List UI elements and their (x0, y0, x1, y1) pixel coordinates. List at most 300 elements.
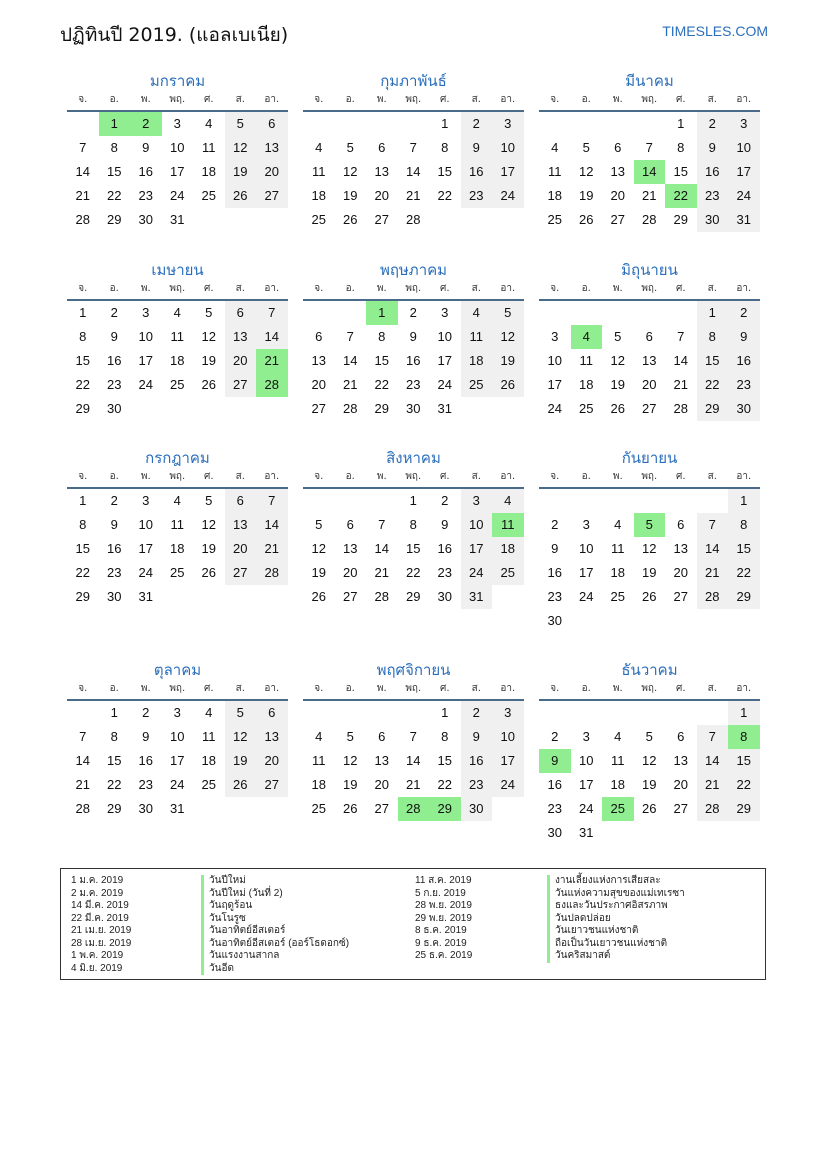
day-cell: 26 (579, 212, 594, 227)
weekday-header (67, 681, 288, 701)
day-cell: 15 (406, 541, 421, 556)
day-cell: 6 (346, 517, 354, 532)
weekday-label: อ. (581, 94, 591, 105)
month-calendar (303, 659, 524, 821)
day-cell: 20 (256, 749, 288, 773)
day-cell: 20 (374, 188, 389, 203)
day-cell: 9 (409, 329, 417, 344)
day-cell: 28 (673, 401, 688, 416)
day-cell: 3 (173, 116, 181, 131)
day-cell: 2 (697, 112, 729, 136)
day-cell: 8 (79, 517, 87, 532)
legend-holiday-date: 2 ม.ค. 2019 (71, 887, 124, 899)
weekday-label: ศ. (439, 283, 450, 294)
day-cell: 24 (170, 777, 185, 792)
day-cell: 1 (79, 305, 87, 320)
day-cell: 5 (492, 301, 524, 325)
day-cell: 16 (461, 749, 493, 773)
empty-cell (697, 821, 729, 845)
day-cell: 3 (728, 112, 760, 136)
holiday-day-cell: 28 (256, 373, 288, 397)
day-cell: 27 (311, 401, 326, 416)
day-cell: 30 (138, 212, 153, 227)
legend-holiday-date: 21 เม.ย. 2019 (71, 925, 132, 936)
empty-cell (602, 609, 634, 633)
empty-cell (193, 585, 225, 609)
week-row (539, 725, 760, 749)
legend-holiday-date: 28 เม.ย. 2019 (71, 937, 132, 949)
day-cell: 7 (256, 489, 288, 513)
day-cell: 1 (677, 116, 685, 131)
day-cell: 3 (461, 489, 493, 513)
day-cell: 18 (547, 188, 562, 203)
day-cell: 21 (374, 565, 389, 580)
day-cell: 27 (374, 801, 389, 816)
day-cell: 2 (409, 305, 417, 320)
weekday-header (539, 681, 760, 701)
month-name: ตุลาคม (153, 661, 202, 679)
weekday-label: อ. (109, 94, 119, 105)
day-cell: 9 (461, 725, 493, 749)
week-row (67, 349, 288, 373)
day-cell: 28 (343, 401, 358, 416)
day-cell: 1 (441, 705, 449, 720)
weekday-header (303, 469, 524, 489)
empty-cell (665, 301, 697, 325)
day-cell: 28 (75, 212, 90, 227)
empty-cell (539, 301, 571, 325)
day-cell: 10 (579, 541, 594, 556)
day-cell: 29 (75, 401, 90, 416)
legend-holiday-date: 1 พ.ค. 2019 (71, 950, 124, 961)
day-cell: 20 (343, 565, 358, 580)
legend-holiday-date: 28 พ.ย. 2019 (415, 900, 472, 911)
weekday-label: ส. (471, 283, 481, 294)
day-cell: 19 (201, 353, 216, 368)
weekday-label: อา. (736, 94, 752, 105)
weekday-label: พฤ. (641, 283, 658, 294)
weekday-label: พ. (140, 94, 151, 105)
day-cell: 18 (311, 188, 326, 203)
empty-cell (602, 489, 634, 513)
legend-holiday-date: 9 ธ.ค. 2019 (415, 937, 467, 949)
day-cell: 16 (138, 164, 153, 179)
holiday-day-cell: 1 (366, 301, 398, 325)
empty-cell (665, 489, 697, 513)
weekday-label: อ. (345, 683, 355, 694)
day-cell: 10 (437, 329, 452, 344)
day-cell: 22 (406, 565, 421, 580)
weekday-label: จ. (314, 683, 324, 694)
day-cell: 13 (374, 164, 389, 179)
empty-cell (162, 397, 194, 421)
weekday-label: อ. (581, 471, 591, 482)
day-cell: 15 (107, 164, 122, 179)
day-cell: 15 (75, 353, 90, 368)
day-cell: 26 (225, 773, 257, 797)
weekday-label: ส. (235, 471, 245, 482)
weekday-label: ศ. (675, 471, 686, 482)
day-cell: 23 (728, 373, 760, 397)
day-cell: 26 (642, 801, 657, 816)
weekday-label: พ. (612, 94, 623, 105)
empty-cell (193, 797, 225, 821)
month-calendar (67, 447, 288, 609)
week-row (539, 208, 760, 232)
week-row (67, 136, 288, 160)
empty-cell (728, 609, 760, 633)
day-cell: 22 (75, 377, 90, 392)
week-row (303, 489, 524, 513)
day-cell: 14 (343, 353, 358, 368)
day-cell: 15 (437, 753, 452, 768)
day-cell: 14 (256, 325, 288, 349)
day-cell: 17 (170, 164, 185, 179)
day-cell: 6 (256, 701, 288, 725)
page-title: ปฏิทินปี 2019. (แอลเบเนีย) (60, 24, 289, 46)
weekday-label: ส. (471, 471, 481, 482)
weekday-label: พ. (376, 683, 387, 694)
day-cell: 17 (492, 749, 524, 773)
day-cell: 5 (346, 729, 354, 744)
empty-cell (602, 701, 634, 725)
holiday-day-cell: 29 (429, 797, 461, 821)
empty-cell (303, 112, 335, 136)
day-cell: 11 (170, 517, 184, 532)
day-cell: 29 (75, 589, 90, 604)
week-row (539, 349, 760, 373)
weekday-label: พฤ. (405, 471, 422, 482)
empty-cell (67, 112, 99, 136)
day-cell: 3 (582, 517, 590, 532)
day-cell: 31 (170, 212, 185, 227)
day-cell: 16 (547, 565, 562, 580)
day-cell: 17 (138, 353, 153, 368)
day-cell: 5 (205, 305, 213, 320)
weekday-label: พฤ. (405, 94, 422, 105)
weekday-label: อ. (109, 283, 119, 294)
day-cell: 18 (461, 349, 493, 373)
day-cell: 15 (107, 753, 122, 768)
week-row (539, 325, 760, 349)
day-cell: 27 (256, 773, 288, 797)
day-cell: 22 (437, 188, 452, 203)
day-cell: 25 (201, 188, 216, 203)
day-cell: 14 (374, 541, 389, 556)
day-cell: 3 (492, 112, 524, 136)
empty-cell (697, 489, 729, 513)
legend-holiday-name: วันฤดูร้อน (201, 900, 349, 913)
day-cell: 13 (374, 753, 389, 768)
month-name: ธันวาคม (621, 661, 678, 679)
day-cell: 5 (315, 517, 323, 532)
day-cell: 18 (170, 353, 185, 368)
day-cell: 29 (728, 585, 760, 609)
day-cell: 20 (311, 377, 326, 392)
weekday-label: ศ. (439, 94, 450, 105)
day-cell: 4 (205, 116, 213, 131)
week-row (539, 773, 760, 797)
week-row (539, 561, 760, 585)
empty-cell (697, 609, 729, 633)
legend-holiday-date: 11 ส.ค. 2019 (415, 875, 472, 886)
day-cell: 4 (614, 729, 622, 744)
week-row (539, 701, 760, 725)
empty-cell (256, 208, 288, 232)
day-cell: 24 (170, 188, 185, 203)
empty-cell (303, 489, 335, 513)
day-cell: 1 (110, 705, 118, 720)
weekday-label: ศ. (203, 471, 214, 482)
day-cell: 29 (374, 401, 389, 416)
day-cell: 22 (728, 561, 760, 585)
empty-cell (225, 797, 257, 821)
day-cell: 20 (374, 777, 389, 792)
empty-cell (728, 821, 760, 845)
day-cell: 22 (107, 777, 122, 792)
day-cell: 3 (173, 705, 181, 720)
day-cell: 18 (201, 164, 216, 179)
day-cell: 8 (378, 329, 386, 344)
day-cell: 25 (610, 589, 625, 604)
day-cell: 27 (374, 212, 389, 227)
brand-link[interactable]: TIMESLES.COM (662, 23, 768, 39)
day-cell: 29 (697, 397, 729, 421)
holiday-day-cell: 25 (602, 797, 634, 821)
day-cell: 29 (728, 797, 760, 821)
weekday-label: อา. (264, 471, 280, 482)
day-cell: 25 (311, 212, 326, 227)
week-row (303, 349, 524, 373)
day-cell: 11 (202, 140, 216, 155)
day-cell: 27 (225, 561, 257, 585)
week-row (539, 489, 760, 513)
day-cell: 17 (547, 377, 562, 392)
holiday-day-cell: 14 (634, 160, 666, 184)
day-cell: 23 (547, 589, 562, 604)
day-cell: 13 (642, 353, 657, 368)
weekday-label: อา. (736, 683, 752, 694)
day-cell: 18 (579, 377, 594, 392)
month-calendar (67, 259, 288, 421)
week-row (303, 160, 524, 184)
day-cell: 27 (642, 401, 657, 416)
day-cell: 16 (107, 541, 122, 556)
weekday-label: พฤ. (169, 683, 186, 694)
legend-holiday-name: วันโนรูซ (201, 913, 349, 926)
day-cell: 27 (225, 373, 257, 397)
day-cell: 29 (406, 589, 421, 604)
weekday-label: อ. (345, 471, 355, 482)
day-cell: 19 (311, 565, 326, 580)
day-cell: 21 (697, 561, 729, 585)
legend-holiday-date: 1 ม.ค. 2019 (71, 875, 124, 886)
week-row (67, 489, 288, 513)
day-cell: 11 (579, 353, 593, 368)
day-cell: 28 (75, 801, 90, 816)
day-cell: 12 (343, 164, 358, 179)
day-cell: 27 (343, 589, 358, 604)
empty-cell (303, 301, 335, 325)
day-cell: 17 (579, 777, 594, 792)
week-row (303, 585, 524, 609)
weekday-label: อา. (500, 94, 516, 105)
day-cell: 12 (343, 753, 358, 768)
month-calendar (303, 70, 524, 232)
week-row (67, 208, 288, 232)
weekday-label: พฤ. (641, 683, 658, 694)
legend-holiday-name: วันปลดปล่อย (547, 913, 685, 926)
day-cell: 22 (374, 377, 389, 392)
weekday-label: พ. (376, 94, 387, 105)
day-cell: 6 (225, 489, 257, 513)
day-cell: 31 (138, 589, 153, 604)
day-cell: 16 (697, 160, 729, 184)
day-cell: 10 (728, 136, 760, 160)
month-calendar (67, 659, 288, 821)
week-row (539, 397, 760, 421)
day-cell: 30 (107, 589, 122, 604)
legend-holiday-name: วันเยาวชนแห่งชาติ (547, 925, 685, 938)
week-row (67, 537, 288, 561)
weekday-header (303, 92, 524, 112)
week-row (303, 513, 524, 537)
weekday-label: อา. (264, 683, 280, 694)
day-cell: 20 (673, 565, 688, 580)
legend-holiday-name: ถือเป็นวันเยาวชนแห่งชาติ (547, 938, 685, 951)
day-cell: 12 (579, 164, 594, 179)
empty-cell (602, 821, 634, 845)
day-cell: 2 (142, 705, 150, 720)
day-cell: 7 (256, 301, 288, 325)
day-cell: 13 (673, 541, 688, 556)
day-cell: 12 (201, 329, 216, 344)
day-cell: 19 (492, 349, 524, 373)
day-cell: 25 (461, 373, 493, 397)
day-cell: 1 (728, 701, 760, 725)
weekday-label: อ. (345, 94, 355, 105)
day-cell: 26 (492, 373, 524, 397)
empty-cell (665, 701, 697, 725)
day-cell: 14 (75, 164, 90, 179)
day-cell: 21 (406, 188, 421, 203)
day-cell: 6 (677, 729, 685, 744)
week-row (539, 301, 760, 325)
day-cell: 30 (107, 401, 122, 416)
day-cell: 29 (107, 801, 122, 816)
day-cell: 4 (614, 517, 622, 532)
empty-cell (634, 701, 666, 725)
day-cell: 12 (311, 541, 326, 556)
legend-holiday-name: วันอาทิตย์อีสเตอร์ (ออร์โธดอกซ์) (201, 938, 349, 951)
month-name: กันยายน (621, 449, 678, 467)
day-cell: 10 (170, 140, 185, 155)
empty-cell (366, 112, 398, 136)
week-row (539, 585, 760, 609)
empty-cell (225, 397, 257, 421)
weekday-label: พ. (612, 471, 623, 482)
week-row (539, 373, 760, 397)
empty-cell (256, 585, 288, 609)
empty-cell (634, 112, 666, 136)
month-name: กุมภาพันธ์ (380, 72, 447, 90)
week-row (539, 112, 760, 136)
empty-cell (539, 701, 571, 725)
day-cell: 25 (170, 377, 185, 392)
month-calendar (303, 447, 524, 609)
day-cell: 15 (374, 353, 389, 368)
week-row (539, 160, 760, 184)
legend-holiday-name: วันแรงงานสากล (201, 950, 349, 963)
empty-cell (335, 701, 367, 725)
legend-holiday-date: 4 มิ.ย. 2019 (71, 962, 123, 974)
day-cell: 25 (492, 561, 524, 585)
day-cell: 2 (551, 729, 559, 744)
day-cell: 23 (138, 188, 153, 203)
day-cell: 9 (142, 729, 150, 744)
empty-cell (571, 489, 603, 513)
day-cell: 13 (225, 513, 257, 537)
day-cell: 9 (551, 541, 559, 556)
weekday-label: จ. (314, 471, 324, 482)
legend-holiday-name: ธงและวันประกาศอิสรภาพ (547, 900, 685, 913)
empty-cell (335, 489, 367, 513)
weekday-label: จ. (78, 471, 88, 482)
weekday-label: อ. (109, 471, 119, 482)
week-row (539, 797, 760, 821)
day-cell: 11 (611, 541, 625, 556)
day-cell: 10 (579, 753, 594, 768)
day-cell: 3 (441, 305, 449, 320)
day-cell: 19 (201, 541, 216, 556)
day-cell: 20 (673, 777, 688, 792)
day-cell: 28 (374, 589, 389, 604)
weekday-label: จ. (550, 283, 560, 294)
day-cell: 31 (437, 401, 452, 416)
legend-holiday-name: วันปีใหม่ (201, 875, 349, 888)
week-row (539, 749, 760, 773)
legend-holiday-name: วันปีใหม่ (วันที่ 2) (201, 888, 349, 901)
day-cell: 13 (311, 353, 326, 368)
day-cell: 20 (642, 377, 657, 392)
day-cell: 7 (697, 513, 729, 537)
week-row (303, 701, 524, 725)
empty-cell (398, 112, 430, 136)
day-cell: 10 (138, 329, 153, 344)
day-cell: 23 (461, 773, 493, 797)
day-cell: 23 (547, 801, 562, 816)
day-cell: 26 (642, 589, 657, 604)
day-cell: 17 (461, 537, 493, 561)
day-cell: 5 (346, 140, 354, 155)
weekday-label: ส. (707, 94, 717, 105)
day-cell: 19 (579, 188, 594, 203)
day-cell: 31 (579, 825, 594, 840)
weekday-label: พฤ. (169, 471, 186, 482)
empty-cell (571, 609, 603, 633)
day-cell: 9 (728, 325, 760, 349)
week-row (67, 325, 288, 349)
day-cell: 16 (406, 353, 421, 368)
weekday-header (539, 469, 760, 489)
month-calendar (303, 259, 524, 421)
day-cell: 8 (409, 517, 417, 532)
day-cell: 22 (728, 773, 760, 797)
day-cell: 23 (138, 777, 153, 792)
day-cell: 10 (492, 725, 524, 749)
day-cell: 27 (610, 212, 625, 227)
empty-cell (225, 208, 257, 232)
